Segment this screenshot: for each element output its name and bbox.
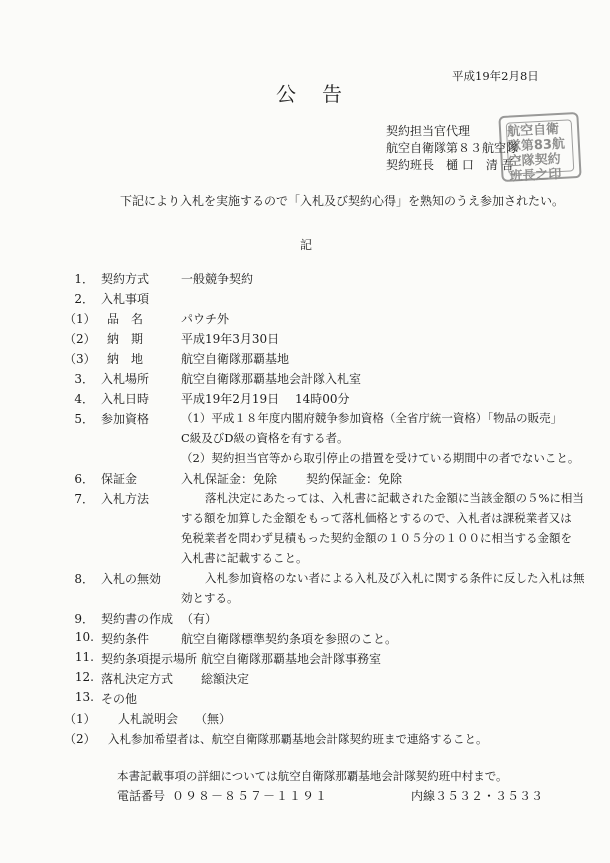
item-5-line-3: （2）契約担当官等から取引停止の措置を受けている期間中の者でないこと。	[181, 451, 580, 465]
notice-title: 公告	[276, 82, 368, 106]
item-6-bid-deposit: 入札保証金：免除	[181, 472, 278, 486]
item-11-value: 航空自衛隊那覇基地会計隊事務室	[201, 652, 382, 666]
item-9-number: 9．	[74, 612, 94, 626]
item-7-line-2: する額を加算した金額をもって落札価格とするので、入札者は課税業者又は	[181, 511, 572, 525]
official-seal	[498, 112, 581, 185]
item-12-value: 総額決定	[201, 672, 250, 686]
issuer-unit: 航空自衛隊第８３航空隊	[386, 141, 519, 155]
item-2-1-number: （1）	[64, 312, 96, 326]
issuer-name: 契約班長 樋 口 清 吾	[386, 158, 514, 172]
item-5-number: 5．	[74, 412, 94, 426]
item-10-value: 航空自衛隊標準契約条項を参照のこと。	[181, 632, 398, 646]
notice-date: 平成19年2月8日	[452, 69, 539, 83]
item-6-label: 保証金	[101, 472, 138, 486]
item-7-line-4: 入札書に記載すること。	[181, 551, 308, 565]
item-5-line-1: （1）平成１８年度内閣府競争参加資格（全省庁統一資格）「物品の販売」	[181, 411, 563, 425]
item-11-number: 11.	[74, 650, 94, 664]
item-13-label: その他	[101, 692, 138, 706]
item-7-label: 入札方法	[101, 492, 150, 506]
item-2-2-number: （2）	[64, 332, 96, 346]
item-7-number: 7．	[74, 492, 94, 506]
item-4-label: 入札日時	[101, 392, 150, 406]
issuer-title: 契約担当官代理	[386, 124, 471, 138]
item-3-value: 航空自衛隊那覇基地会計隊入札室	[181, 372, 362, 386]
item-2-1-label: 品 名	[107, 312, 144, 326]
item-2-label: 入札事項	[101, 292, 150, 306]
item-12-number: 12.	[74, 670, 94, 684]
item-13-1-value: （無）	[195, 712, 232, 726]
item-2-2-value: 平成19年3月30日	[181, 332, 280, 346]
item-13-1-number: （1）	[64, 712, 96, 726]
item-13-1-label: 人札説明会	[118, 712, 179, 726]
item-6-number: 6．	[74, 472, 94, 486]
footer-contact-note: 本書記載事項の詳細については航空自衛隊那覇基地会計隊契約班中村まで。	[117, 769, 508, 783]
item-3-number: 3．	[74, 372, 94, 386]
item-2-2-label: 納 期	[107, 332, 144, 346]
seal-text: 航空自衛隊第83航空隊契約班長之印	[506, 121, 566, 185]
ki-heading: 記	[300, 238, 313, 252]
item-12-label: 落札決定方式	[101, 672, 174, 686]
item-2-number: 2．	[74, 292, 94, 306]
item-9-label: 契約書の作成	[101, 612, 174, 626]
item-1-number: 1．	[74, 272, 94, 286]
item-2-3-value: 航空自衛隊那覇基地	[181, 352, 290, 366]
item-13-number: 13.	[74, 690, 94, 704]
footer-extension: 内線３５３２・３５３３	[411, 789, 544, 803]
item-2-3-number: （3）	[64, 352, 96, 366]
item-4-number: 4．	[74, 392, 94, 406]
item-5-line-2: C級及びD級の資格を有する者。	[181, 431, 349, 445]
item-13-2-number: （2）	[64, 732, 96, 746]
intro-text: 下記により入札を実施するので「入札及び契約心得」を熟知のうえ参加されたい。	[120, 194, 565, 208]
footer-phone-number: ０９８－８５７－１１９１	[172, 789, 329, 803]
item-6-contract-deposit: 契約保証金：免除	[306, 472, 403, 486]
footer-phone-label: 電話番号	[117, 789, 166, 803]
item-8-line-1: 入札参加資格のない者による入札及び入札に関する条件に反した入札は無	[205, 571, 585, 585]
item-7-line-3: 免税業者を問わず見積もった契約金額の１０５分の１００に相当する金額を	[181, 531, 572, 545]
item-11-label: 契約条項提示場所	[101, 652, 198, 666]
item-4-value: 平成19年2月19日 14時00分	[181, 392, 350, 406]
item-8-number: 8．	[74, 572, 94, 586]
item-2-1-value: パウチ外	[181, 312, 230, 326]
item-10-label: 契約条件	[101, 632, 150, 646]
item-1-value: 一般競争契約	[181, 272, 254, 286]
item-2-3-label: 納 地	[107, 352, 144, 366]
item-1-label: 契約方式	[101, 272, 150, 286]
item-8-line-2: 効とする。	[181, 591, 239, 605]
item-7-line-1: 落札決定にあたっては、入札書に記載された金額に当該金額の５%に相当	[205, 491, 584, 505]
item-9-value: （有）	[181, 612, 218, 626]
item-13-2-text: 入札参加希望者は、航空自衛隊那覇基地会計隊契約班まで連絡すること。	[108, 732, 488, 746]
item-10-number: 10.	[74, 630, 94, 644]
item-5-label: 参加資格	[101, 412, 150, 426]
item-3-label: 入札場所	[101, 372, 150, 386]
item-8-label: 入札の無効	[101, 572, 162, 586]
